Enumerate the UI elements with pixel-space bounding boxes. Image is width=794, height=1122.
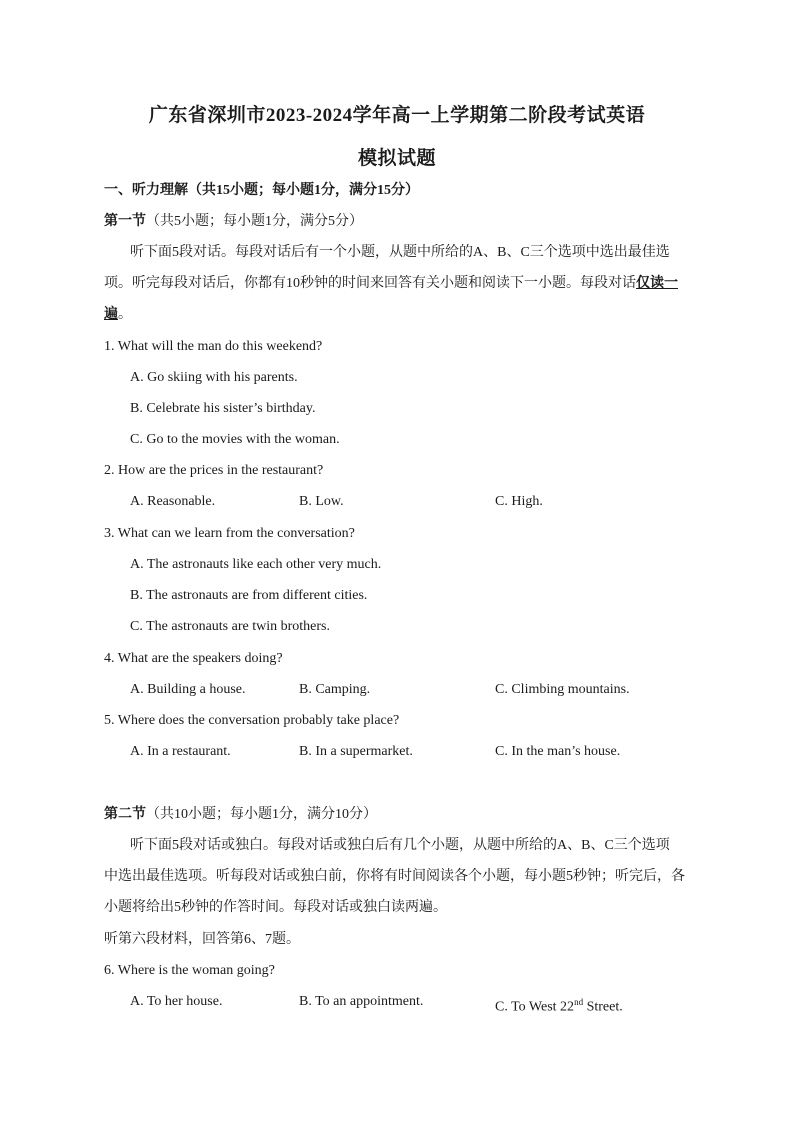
question-2-option-c: C. High. <box>495 494 543 509</box>
ordinal-suffix: nd <box>574 997 584 1007</box>
question-6-option-b: B. To an appointment. <box>299 994 424 1009</box>
question-2-option-b: B. Low. <box>299 494 344 509</box>
question-5-stem: 5. Where does the conversation probably take place? <box>104 713 400 728</box>
question-6-option-c <box>495 992 623 1018</box>
question-6-stem: 6. Where is the woman going? <box>104 963 275 978</box>
question-4-option-c: C. Climbing mountains. <box>495 682 630 697</box>
instruction-emphasis: 遍 <box>104 307 118 322</box>
question-5-option-c: C. In the man’s house. <box>495 744 621 759</box>
question-5-option-a: A. In a restaurant. <box>130 744 231 759</box>
question-4-stem: 4. What are the speakers doing? <box>104 651 283 666</box>
section2-label: 第二节 <box>104 807 146 822</box>
question-2-option-a: A. Reasonable. <box>130 494 216 509</box>
question-3-option-c: C. The astronauts are twin brothers. <box>130 619 330 634</box>
exam-subtitle: 模拟试题 <box>357 148 436 169</box>
section2-instruction-line2: 中选出最佳选项。听每段对话或独白前，你将有时间阅读各个小题，每小题5秒钟；听完后，各 <box>104 869 685 884</box>
exam-title: 广东省深圳市2023-2024学年高一上学期第二阶段考试英语 <box>148 105 646 126</box>
option-text: C. To West 22 <box>495 999 575 1015</box>
section2-instruction-line3: 小题将给出5秒钟的作答时间。每段对话或独白读两遍。 <box>104 900 447 915</box>
question-6-option-a: A. To her house. <box>130 994 223 1009</box>
part1-heading: 一、听力理解（共15小题；每小题1分，满分15分） <box>104 183 419 198</box>
question-1-option-c: C. Go to the movies with the woman. <box>130 432 340 447</box>
question-2-stem: 2. How are the prices in the restaurant? <box>104 463 324 478</box>
question-1-stem: 1. What will the man do this weekend? <box>104 339 323 354</box>
section1-instruction-line3 <box>104 305 132 325</box>
material-6-heading: 听第六段材料，回答第6、7题。 <box>104 932 300 947</box>
question-3-option-b: B. The astronauts are from different cities. <box>130 588 368 603</box>
section1-label: 第一节 <box>104 214 146 229</box>
section1-instruction-line1: 听下面5段对话。每段对话后有一个小题，从题中所给的A、B、C三个选项中选出最佳选 <box>130 245 670 260</box>
section1-note: （共5小题；每小题1分，满分5分） <box>146 214 363 229</box>
question-5-option-b: B. In a supermarket. <box>299 744 413 759</box>
section2-heading <box>104 805 377 825</box>
option-text: Street. <box>583 999 623 1015</box>
question-4-option-a: A. Building a house. <box>130 682 246 697</box>
question-1-option-b: B. Celebrate his sister’s birthday. <box>130 401 316 416</box>
instruction-emphasis: 仅读一 <box>636 276 678 291</box>
section2-note: （共10小题；每小题1分，满分10分） <box>146 807 377 822</box>
section2-instruction-line1: 听下面5段对话或独白。每段对话或独白后有几个小题，从题中所给的A、B、C三个选项 <box>130 838 670 853</box>
instruction-text: 。 <box>118 307 132 322</box>
section1-heading <box>104 212 363 232</box>
question-3-stem: 3. What can we learn from the conversation? <box>104 526 355 541</box>
instruction-text: 项。听完每段对话后，你都有10秒钟的时间来回答有关小题和阅读下一小题。每段对话 <box>104 276 636 291</box>
question-4-option-b: B. Camping. <box>299 682 371 697</box>
question-1-option-a: A. Go skiing with his parents. <box>130 370 298 385</box>
section1-instruction-line2 <box>104 274 678 294</box>
question-3-option-a: A. The astronauts like each other very much. <box>130 557 382 572</box>
